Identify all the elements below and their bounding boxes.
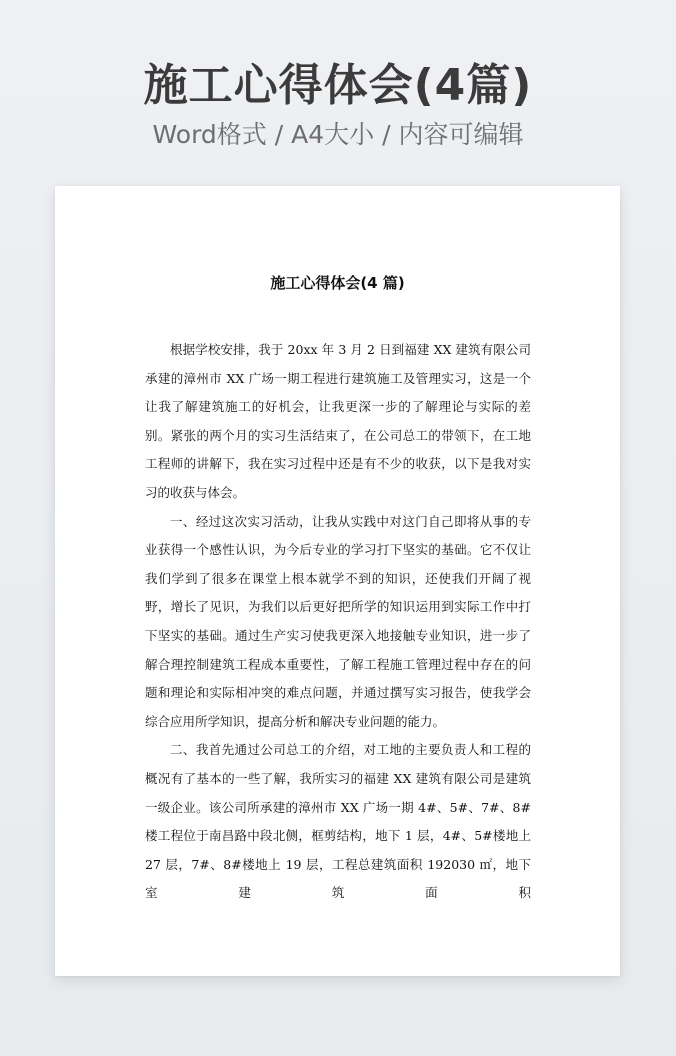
banner-subtitle: Word格式 / A4大小 / 内容可编辑	[152, 120, 524, 150]
header-banner	[0, 62, 676, 150]
document-page	[55, 186, 620, 976]
paragraph-two: 二、我首先通过公司总工的介绍，对工地的主要负责人和工程的概况有了基本的一些了解，我所实习的福建 XX 建筑有限公司是建筑一级企业。该公司所承建的漳州市 XX 广场一期 4#、5#、7#、8#楼工程位于南昌路中段北侧，框剪结构，地下 1 层，4#、5#楼地上 27 层，7#、8#楼地上 19 层，工程总建筑面积 192030 ㎡，地下室建筑面积	[145, 742, 531, 901]
banner-title: 施工心得体会(4篇)	[143, 60, 533, 111]
paragraph-one: 一、经过这次实习活动，让我从实践中对这门自己即将从事的专业获得一个感性认识，为今后专业的学习打下坚实的基础。它不仅让我们学到了很多在课堂上根本就学不到的知识，还使我们开阔了视野，增长了见识，为我们以后更好把所学的知识运用到实际工作中打下坚实的基础。通过生产实习使我更深入地接触专业知识，进一步了解合理控制建筑工程成本重要性，了解工程施工管理过程中存在的问题和理论和实际相冲突的难点问题，并通过撰写实习报告，使我学会综合应用所学知识，提高分析和解决专业问题的能力。	[145, 513, 531, 729]
paragraph-intro: 根据学校安排，我于 20xx 年 3 月 2 日到福建 XX 建筑有限公司承建的漳州市 XX 广场一期工程进行建筑施工及管理实习，这是一个让我了解建筑施工的好机会，让我更深一步的了解理论与实际的差别。紧张的两个月的实习生活结束了，在公司总工的带领下，在工地工程师的讲解下，我在实习过程中还是有不少的收获，以下是我对实习的收获与体会。	[145, 342, 531, 500]
document-body	[145, 336, 531, 908]
document-title: 施工心得体会(4 篇)	[270, 274, 405, 292]
